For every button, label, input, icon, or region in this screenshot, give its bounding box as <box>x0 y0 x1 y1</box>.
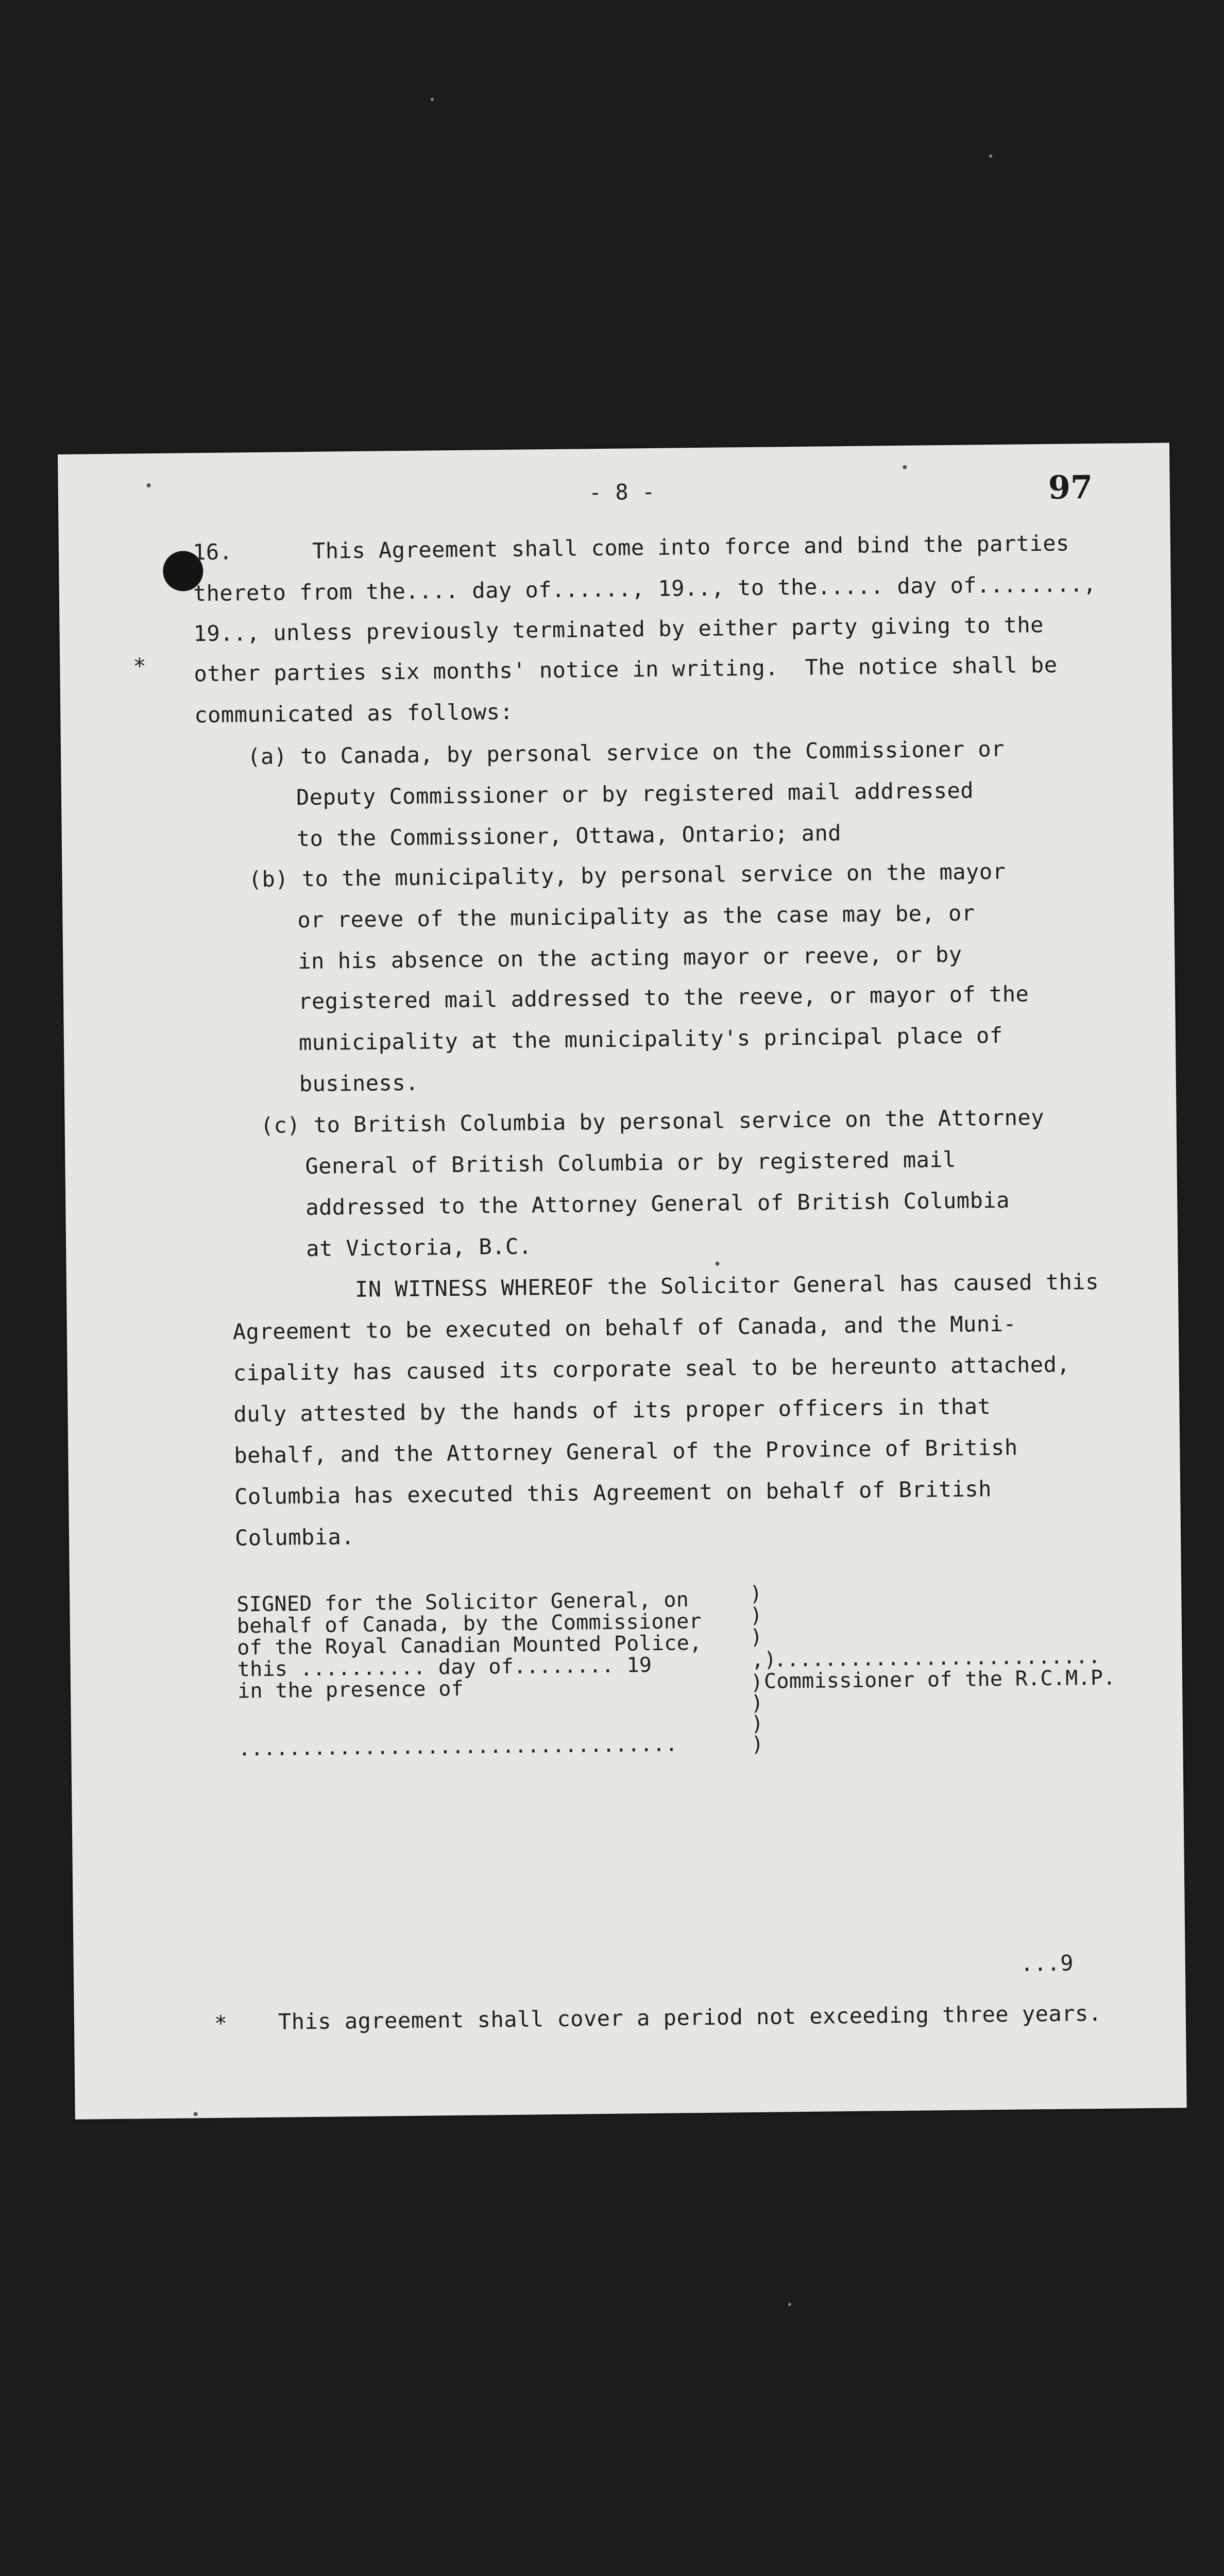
page-speck <box>903 465 907 469</box>
commissioner-title: Commissioner of the R.C.M.P. <box>763 1666 1116 1693</box>
clause-c-line: at Victoria, B.C. <box>305 1233 532 1262</box>
witness-line: Agreement to be executed on behalf of Canada, and the Muni- <box>232 1311 1017 1345</box>
signature-bracket: ) <box>751 1732 764 1757</box>
commissioner-signature-line: .......................... <box>774 1644 1101 1672</box>
footnote-text: This agreement shall cover a period not exceeding three years. <box>278 2000 1102 2035</box>
signature-dotted-line: ................................... <box>238 1732 678 1761</box>
clause-b-line: municipality at the municipality's principal place of <box>298 1022 1003 1056</box>
asterisk-marker: * <box>133 653 147 679</box>
clause-c-line: General of British Columbia or by registered mail <box>305 1146 957 1179</box>
paragraph-line: thereto from the.... day of......, 19.., to the..... day of........, <box>193 571 1097 606</box>
clause-c-line: (c) to British Columbia by personal service on the Attorney <box>260 1105 1045 1138</box>
signature-block-text: of the Royal Canadian Mounted Police, <box>237 1631 702 1660</box>
signature-block-text: this .......... day of........ 19 <box>237 1653 652 1682</box>
page-speck <box>194 2112 198 2116</box>
witness-line: cipality has caused its corporate seal to be hereunto attached, <box>233 1351 1070 1386</box>
clause-b-line: (b) to the municipality, by personal service on the mayor <box>248 858 1006 892</box>
paragraph-line: communicated as follows: <box>194 699 514 728</box>
signature-block-text: behalf of Canada, by the Commissioner <box>236 1609 702 1638</box>
clause-a-line: to the Commissioner, Ottawa, Ontario; and <box>296 820 842 852</box>
witness-line: duly attested by the hands of its proper officers in that <box>233 1394 991 1427</box>
paragraph-line: 19.., unless previously terminated by either party giving to the <box>193 612 1044 647</box>
clause-b-line: business. <box>299 1070 419 1097</box>
signature-bracket: ) <box>750 1670 763 1695</box>
signature-bracket: ) <box>751 1691 764 1716</box>
continuation-marker: ...9 <box>1020 1950 1074 1976</box>
paragraph-line: other parties six months' notice in writing. The notice shall be <box>194 652 1058 687</box>
clause-b-line: registered mail addressed to the reeve, or mayor of the <box>298 981 1029 1014</box>
folio-number: 97 <box>1048 468 1093 506</box>
page-speck <box>715 1262 719 1266</box>
signature-bracket: ,) <box>751 1648 777 1672</box>
witness-line: Columbia has executed this Agreement on behalf of British <box>234 1476 992 1510</box>
signature-bracket: ) <box>749 1582 762 1606</box>
signature-bracket: ) <box>751 1711 764 1736</box>
signature-block-text: SIGNED for the Solicitor General, on <box>236 1588 689 1617</box>
clause-a-line: (a) to Canada, by personal service on the Commissioner or <box>247 736 1005 770</box>
signature-block-text: in the presence of <box>237 1676 464 1703</box>
witness-line: behalf, and the Attorney General of the Province of British <box>234 1434 1018 1468</box>
clause-b-line: in his absence on the acting mayor or reeve, or by <box>298 941 962 974</box>
footnote-asterisk: * <box>214 2010 228 2036</box>
witness-line: Columbia. <box>234 1524 355 1551</box>
signature-bracket: ) <box>750 1603 763 1628</box>
clause-a-line: Deputy Commissioner or by registered mail addressed <box>296 777 974 810</box>
film-speck <box>431 98 434 101</box>
film-speck <box>788 2303 791 2306</box>
witness-line: IN WITNESS WHEREOF the Solicitor General has caused this <box>354 1268 1099 1302</box>
clause-c-line: addressed to the Attorney General of British Columbia <box>305 1187 1010 1221</box>
clause-b-line: or reeve of the municipality as the case may be, or <box>297 900 975 933</box>
page-number: - 8 - <box>588 479 656 505</box>
document-page <box>58 443 1187 2119</box>
film-speck <box>989 155 992 158</box>
paragraph-line: 16. This Agreement shall come into force and bind the parties <box>192 530 1070 565</box>
signature-bracket: ) <box>750 1625 763 1650</box>
page-speck <box>147 483 151 487</box>
